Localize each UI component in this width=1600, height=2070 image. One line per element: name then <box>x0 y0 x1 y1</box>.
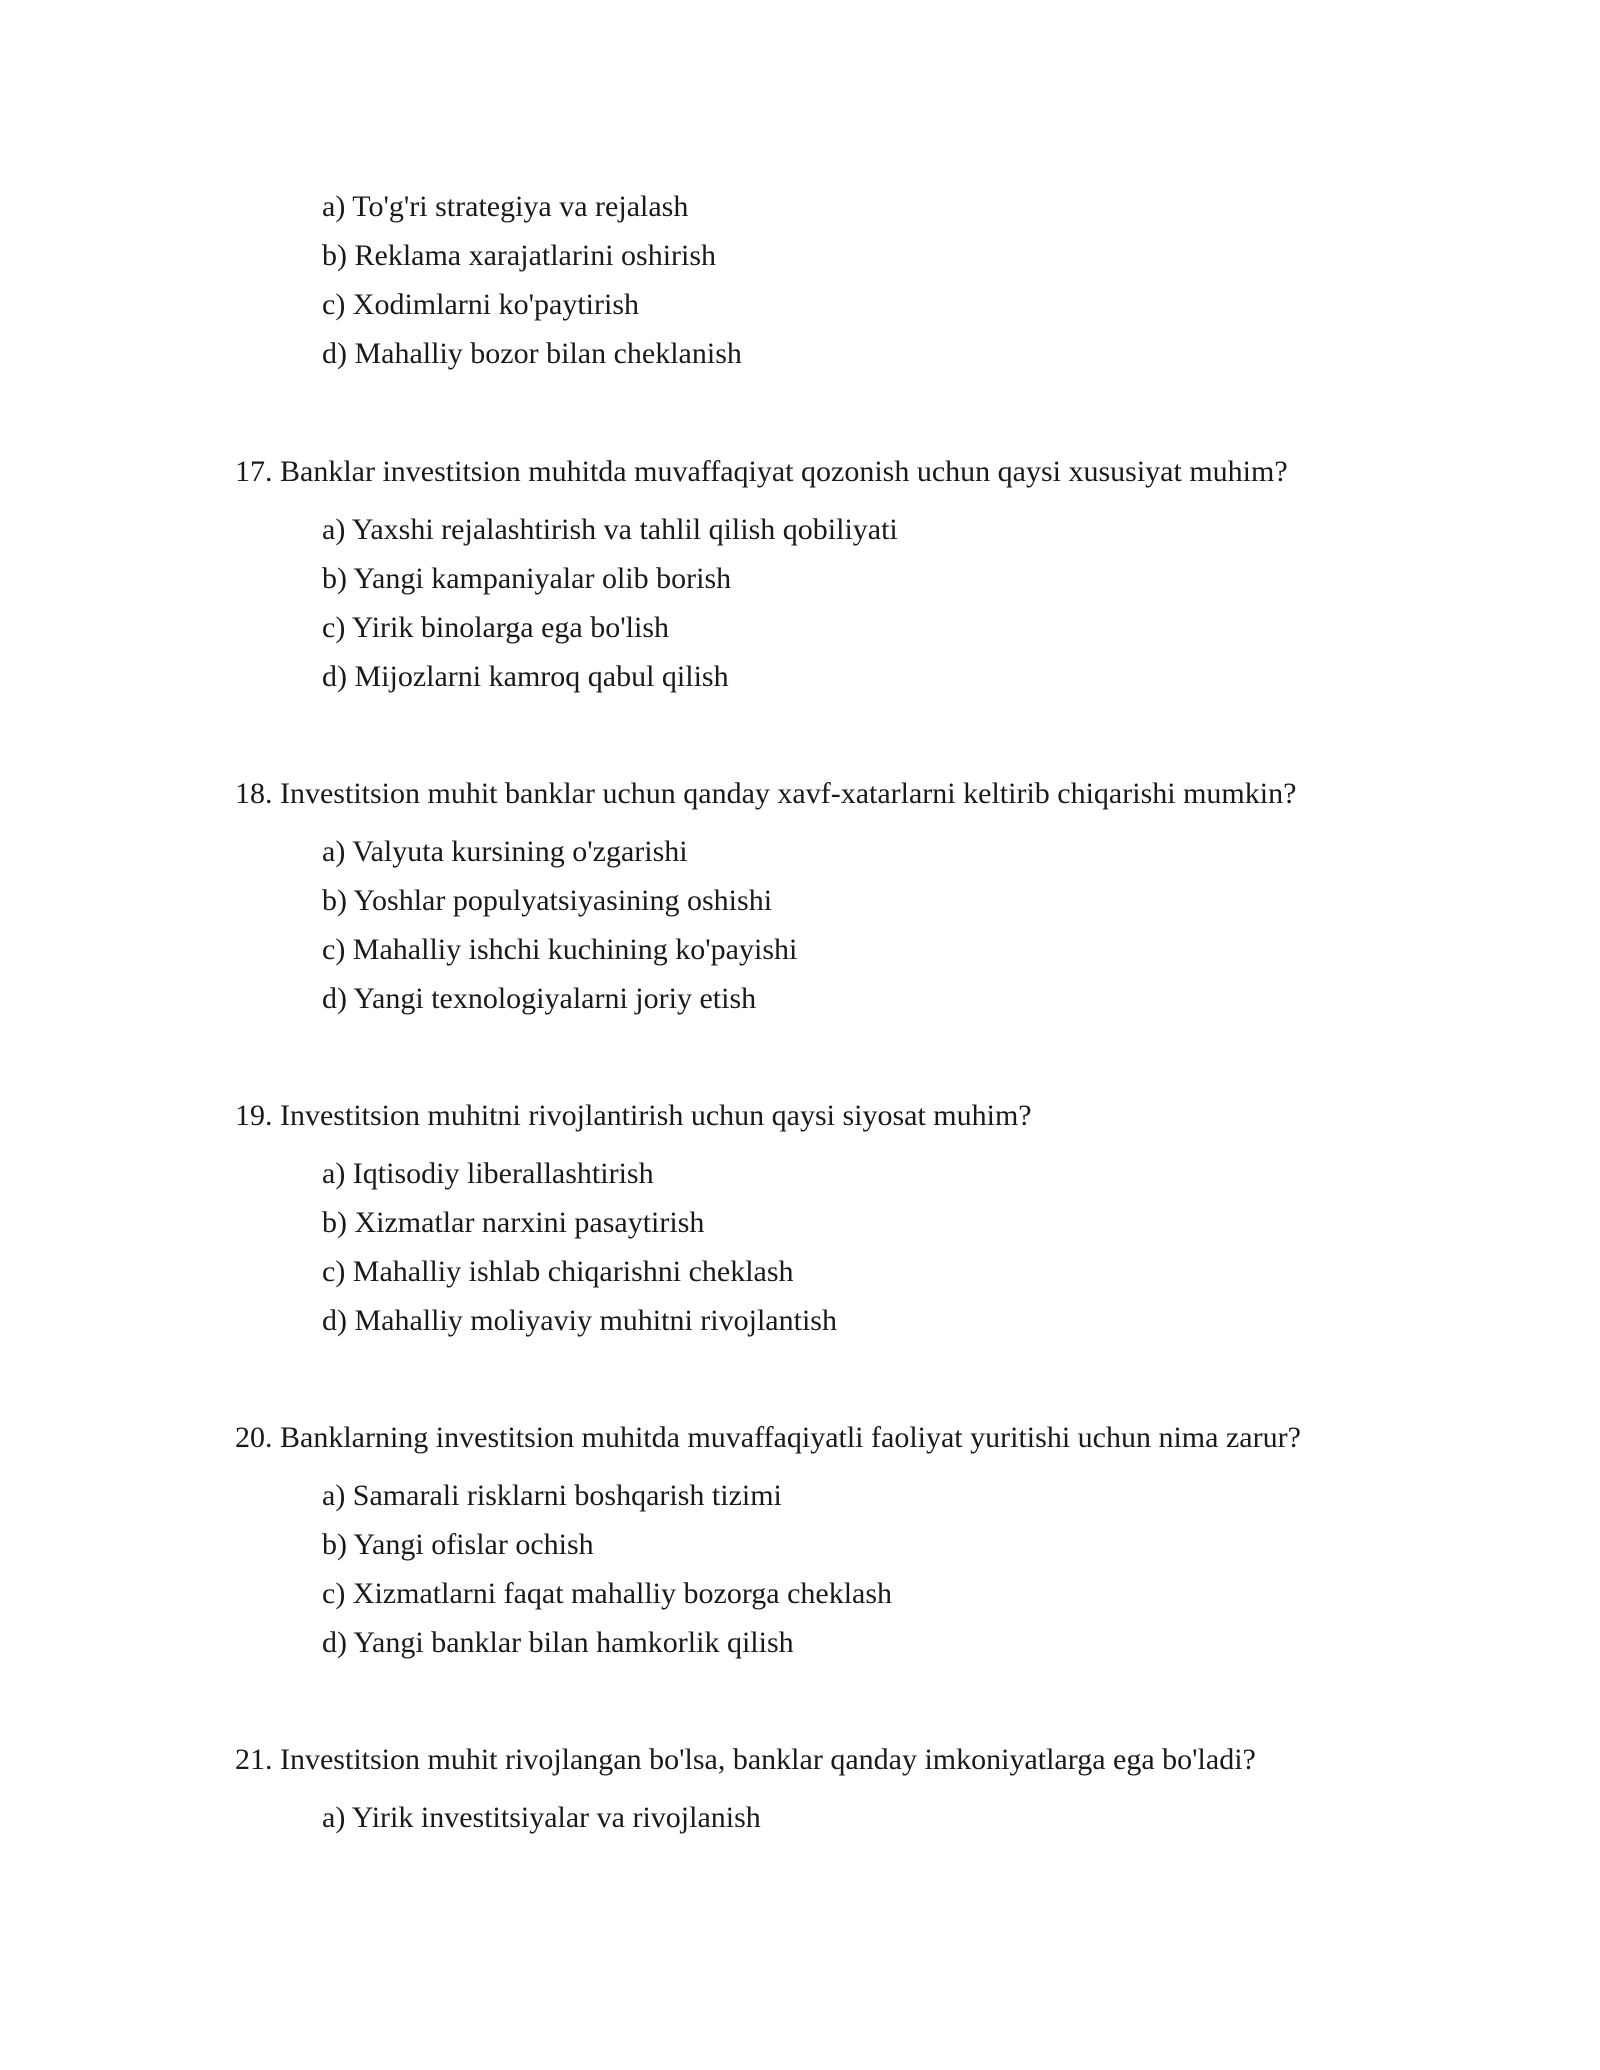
question-17-option-c: c) Yirik binolarga ega bo'lish <box>322 611 669 644</box>
question-19: 19. Investitsion muhitni rivojlantirish uchun qaysi siyosat muhim? <box>235 1099 1032 1132</box>
question-18-option-c: c) Mahalliy ishchi kuchining ko'payishi <box>322 933 798 966</box>
continued-option-c: c) Xodimlarni ko'paytirish <box>322 288 640 321</box>
question-20-option-d: d) Yangi banklar bilan hamkorlik qilish <box>322 1626 794 1659</box>
continued-option-a: a) To'g'ri strategiya va rejalash <box>322 190 689 223</box>
question-21-option-a: a) Yirik investitsiyalar va rivojlanish <box>322 1801 761 1834</box>
continued-option-b: b) Reklama xarajatlarini oshirish <box>322 239 717 272</box>
question-20: 20. Banklarning investitsion muhitda muvaffaqiyatli faoliyat yuritishi uchun nima zarur? <box>235 1421 1301 1454</box>
continued-option-d: d) Mahalliy bozor bilan cheklanish <box>322 337 742 370</box>
question-19-option-a: a) Iqtisodiy liberallashtirish <box>322 1157 654 1190</box>
question-19-option-d: d) Mahalliy moliyaviy muhitni rivojlantish <box>322 1304 837 1337</box>
question-17-option-d: d) Mijozlarni kamroq qabul qilish <box>322 660 729 693</box>
question-20-option-a: a) Samarali risklarni boshqarish tizimi <box>322 1479 782 1512</box>
question-17: 17. Banklar investitsion muhitda muvaffaqiyat qozonish uchun qaysi xususiyat muhim? <box>235 455 1288 488</box>
question-17-option-b: b) Yangi kampaniyalar olib borish <box>322 562 732 595</box>
question-19-option-b: b) Xizmatlar narxini pasaytirish <box>322 1206 705 1239</box>
question-18-option-d: d) Yangi texnologiyalarni joriy etish <box>322 982 757 1015</box>
question-18-option-a: a) Valyuta kursining o'zgarishi <box>322 835 688 868</box>
question-18: 18. Investitsion muhit banklar uchun qanday xavf-xatarlarni keltirib chiqarishi mumkin? <box>235 777 1297 810</box>
question-19-option-c: c) Mahalliy ishlab chiqarishni cheklash <box>322 1255 794 1288</box>
question-21: 21. Investitsion muhit rivojlangan bo'lsa, banklar qanday imkoniyatlarga ega bo'ladi? <box>235 1743 1256 1776</box>
question-17-option-a: a) Yaxshi rejalashtirish va tahlil qilish qobiliyati <box>322 513 898 546</box>
question-20-option-c: c) Xizmatlarni faqat mahalliy bozorga cheklash <box>322 1577 893 1610</box>
question-20-option-b: b) Yangi ofislar ochish <box>322 1528 594 1561</box>
question-18-option-b: b) Yoshlar populyatsiyasining oshishi <box>322 884 773 917</box>
